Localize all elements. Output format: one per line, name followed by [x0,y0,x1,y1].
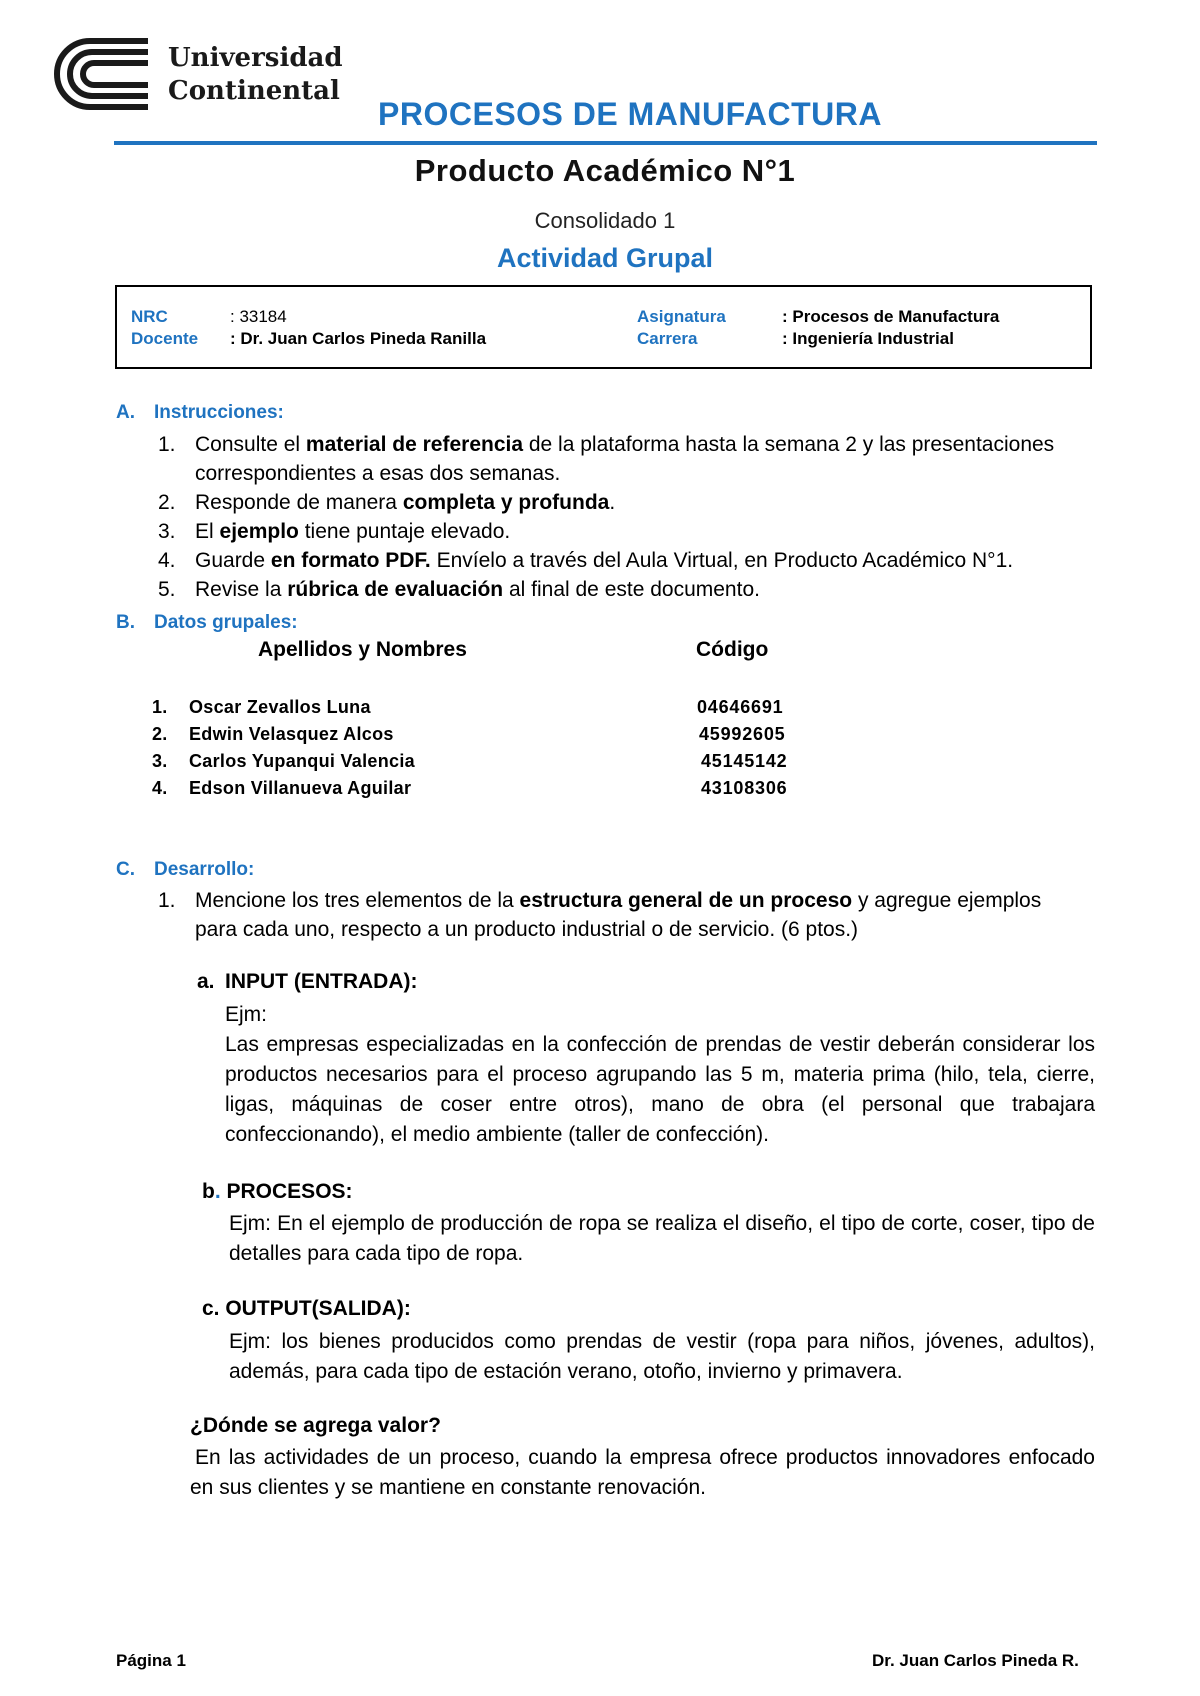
input-heading: a. INPUT (ENTRADA): [197,970,418,993]
carrera-label: Carrera [637,329,698,348]
instruction-item: 2. Responde de manera completa y profunda. [158,491,616,514]
consolidated-label: Consolidado 1 [534,208,676,233]
processes-heading: b. PROCESOS: [202,1180,353,1203]
output-description: Ejm: los bienes producidos como prendas de vestir (ropa para niños, jóvenes, adultos), además, para cada tipo de estación verano, otoño, invierno y primavera. [229,1330,1095,1383]
course-info-box [115,285,1092,369]
code-column-header: Código [696,638,769,661]
instruction-item: 4. Guarde en formato PDF. Envíelo a través del Aula Virtual, en Producto Académico N°1. [158,549,1014,572]
question-item: 1. Mencione los tres elementos de la estructura general de un proceso y agregue ejemplos para cada uno, respecto a un producto industrial o de servicio. (6 ptos.) [158,889,1042,941]
section-group-heading: B. Datos grupales: [116,612,298,633]
instruction-item: 1. Consulte el material de referencia de la plataforma hasta la semana 2 y las presentaciones correspondientes a esas dos semanas. [158,433,1055,485]
page-number: Página 1 [116,1651,186,1670]
processes-description: Ejm: En el ejemplo de producción de ropa se realiza el diseño, el tipo de corte, coser, tipo de detalles para cada tipo de ropa. [229,1212,1095,1265]
nrc-value: : 33184 [230,307,287,326]
member-name: 2. Edwin Velasquez Alcos [152,724,394,744]
nrc-label: NRC [131,307,168,326]
member-name: 3. Carlos Yupanqui Valencia [152,751,415,771]
member-name: 1. Oscar Zevallos Luna [152,697,371,717]
docente-label: Docente [131,329,199,348]
names-column-header: Apellidos y Nombres [258,638,467,661]
member-code: 45992605 [699,724,786,744]
member-code: 04646691 [697,697,784,717]
input-ejm-label: Ejm: [225,1003,267,1026]
instruction-item: 5. Revise la rúbrica de evaluación al final de este documento. [158,578,760,601]
asignatura-value: : Procesos de Manufactura [782,307,1000,326]
course-title: PROCESOS DE MANUFACTURA [378,96,882,132]
instruction-item: 3. El ejemplo tiene puntaje elevado. [158,520,511,543]
docente-value: : Dr. Juan Carlos Pineda Ranilla [230,329,487,348]
carrera-value: : Ingeniería Industrial [782,329,954,348]
output-heading: c. OUTPUT(SALIDA): [202,1297,411,1320]
asignatura-label: Asignatura [637,307,726,326]
header-divider [114,141,1097,145]
activity-title: Actividad Grupal [496,243,714,273]
footer-author: Dr. Juan Carlos Pineda R. [872,1651,1079,1670]
member-name: 4. Edson Villanueva Aguilar [152,778,412,798]
value-question-heading: ¿Dónde se agrega valor? [190,1414,441,1437]
member-code: 45145142 [701,751,788,771]
input-description: Las empresas especializadas en la confección de prendas de vestir deberán considerar los productos necesarios para el proceso agrupando las 5 m, materia prima (hilo, tela, cierre, ligas, máquinas de coser entre otros), mano de obra (el personal que trabajara confeccionando), el medio ambiente (taller de confección). [225,1033,1095,1146]
product-title: Producto Académico N°1 [414,153,796,188]
section-instructions-heading: A. Instrucciones: [116,402,284,423]
member-code: 43108306 [701,778,788,798]
university-name: Universidad Continental [168,43,343,106]
value-answer: En las actividades de un proceso, cuando la empresa ofrece productos innovadores enfocado en sus clientes y se mantiene en constante renovación. [190,1446,1095,1499]
section-development-heading: C. Desarrollo: [116,859,255,880]
